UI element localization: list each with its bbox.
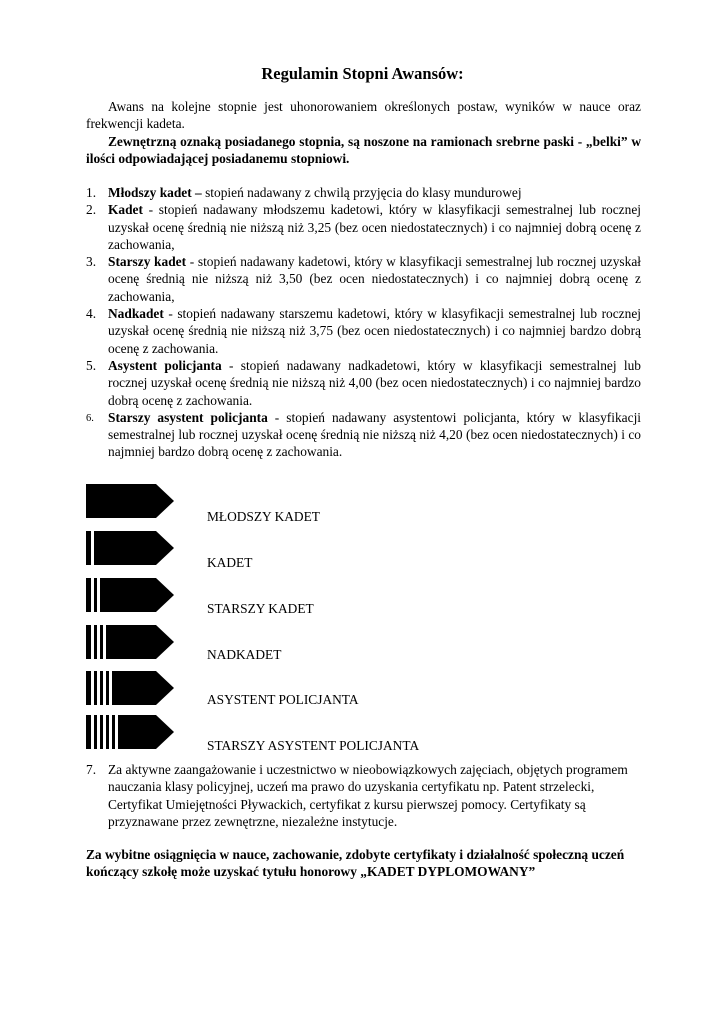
silver-stripe: [97, 625, 100, 659]
rank-number: 2.: [86, 202, 97, 218]
badge-row-2: [86, 530, 566, 570]
silver-stripe: [97, 715, 100, 749]
silver-stripe: [103, 671, 106, 705]
ranks-list: [86, 184, 641, 461]
rank-name: Starszy kadet: [108, 254, 187, 270]
ranks-list-container: [86, 184, 641, 461]
extra-list: [86, 761, 641, 830]
rank-name: Asystent policjanta: [108, 357, 222, 373]
item-7-container: [86, 761, 641, 830]
silver-stripe: [91, 671, 94, 705]
item-number: 7.: [86, 762, 97, 777]
rank-item-2: [86, 201, 641, 253]
document-title: Regulamin Stopni Awansów:: [261, 64, 464, 83]
badge-label: NADKADET: [207, 647, 282, 662]
badge-row-1: [86, 483, 566, 523]
rank-item-6: [86, 409, 641, 461]
rank-description: - stopień nadawany kadetowi, który w klasyfikacji semestralnej lub rocznej uzyskał ocenę średnią nie niższą niż 3,50 (bez ocen niedostatecznych) i co najmniej dobrą ocenę z zachowania,: [108, 254, 641, 304]
epaulette-icon: [86, 714, 176, 750]
rank-number: 4.: [86, 306, 97, 322]
rank-name: Młodszy kadet –: [108, 185, 202, 200]
rank-description: - stopień nadawany młodszemu kadetowi, który w klasyfikacji semestralnej lub rocznej uzyskał ocenę średnią nie niższą niż 3,25 (bez ocen niedostatecznych) i co najmniej dobrą ocenę z zachowania,: [108, 202, 641, 252]
silver-stripe: [109, 715, 112, 749]
rank-description: - stopień nadawany asystentowi policjanta, który w klasyfikacji semestralnej lub rocznej uzyskał ocenę średnią nie niższą niż 4,20 (bez ocen niedostatecznych) i co najmniej bardzo dobrą ocenę z zachowania.: [108, 409, 642, 460]
silver-stripe: [97, 578, 100, 612]
rank-item-1: [86, 184, 641, 201]
rank-description: stopień nadawany z chwilą przyjęcia do klasy mundurowej: [201, 185, 522, 200]
rank-number: 3.: [86, 254, 97, 270]
silver-stripe: [91, 531, 94, 565]
badge-row-4: [86, 624, 566, 664]
epaulette-body: [86, 484, 174, 518]
silver-stripe: [97, 671, 100, 705]
rank-item-4: [86, 305, 641, 357]
epaulette-icon: [86, 624, 176, 660]
rank-name: Starszy asystent policjanta: [108, 409, 268, 425]
rank-number: 1.: [86, 185, 97, 200]
silver-stripe: [91, 578, 94, 612]
silver-stripe: [103, 625, 106, 659]
silver-stripe: [103, 715, 106, 749]
intro-paragraph: Awans na kolejne stopnie jest uhonorowaniem określonych postaw, wyników w nauce oraz frekwencji kadeta.: [86, 99, 641, 132]
epaulette-icon: [86, 577, 176, 613]
rank-number: 5.: [86, 357, 97, 373]
rank-item-3: [86, 253, 641, 305]
epaulette-icon: [86, 530, 176, 566]
epaulette-body: [86, 531, 174, 565]
epaulette-icon: [86, 483, 176, 519]
rank-name: Nadkadet: [108, 306, 164, 322]
rank-name: Kadet: [108, 202, 143, 218]
badge-label: KADET: [207, 555, 253, 570]
silver-stripe: [109, 671, 112, 705]
badge-row-6: [86, 714, 566, 754]
badge-label: STARSZY KADET: [207, 601, 314, 616]
item-text: Za aktywne zaangażowanie i uczestnictwo w nieobowiązkowych zajęciach, objętych programem nauczania klasy policyjnej, uczeń ma prawo do uzyskania certyfikatu np. Patent strzelecki, Certyfikat Umiejętności Pływackich, certyfikat z kursu pierwszej pomocy. Certyfikaty są przyznawane przez zewnętrzne, niezależne instytucje.: [108, 762, 628, 829]
honorary-title-note: Za wybitne osiągnięcia w nauce, zachowanie, zdobyte certyfikaty i działalność społeczną uczeń kończący szkołę może uzyskać tytułu honorowy „KADET DYPLOMOWANY”: [86, 847, 625, 880]
rank-description: - stopień nadawany nadkadetowi, który w klasyfikacji semestralnej lub rocznej uzyskał ocenę średnią nie niższą niż 4,00 (bez ocen niedostatecznych) i co najmniej bardzo dobrą ocenę z zachowania.: [108, 357, 641, 408]
silver-stripe: [91, 625, 94, 659]
rank-item-5: [86, 357, 641, 409]
badge-row-5: [86, 670, 566, 710]
badge-row-3: [86, 577, 566, 617]
epaulette-icon: [86, 670, 176, 706]
rank-number: 6.: [86, 412, 94, 424]
badge-label: MŁODSZY KADET: [207, 509, 320, 524]
silver-stripe: [91, 715, 94, 749]
rank-description: - stopień nadawany starszemu kadetowi, który w klasyfikacji semestralnej lub rocznej uzyskał ocenę średnią nie niższą niż 3,75 (bez ocen niedostatecznych) i co najmniej bardzo dobrą ocenę z zachowania.: [108, 306, 641, 356]
silver-stripe: [115, 715, 118, 749]
badge-label: ASYSTENT POLICJANTA: [207, 692, 359, 707]
list-item-7: [86, 761, 641, 830]
badge-label: STARSZY ASYSTENT POLICJANTA: [207, 738, 420, 753]
intro-bold-paragraph: Zewnętrzną oznaką posiadanego stopnia, są noszone na ramionach srebrne paski - „belki” w ilości odpowiadającej posiadanemu stopniowi.: [86, 134, 641, 167]
